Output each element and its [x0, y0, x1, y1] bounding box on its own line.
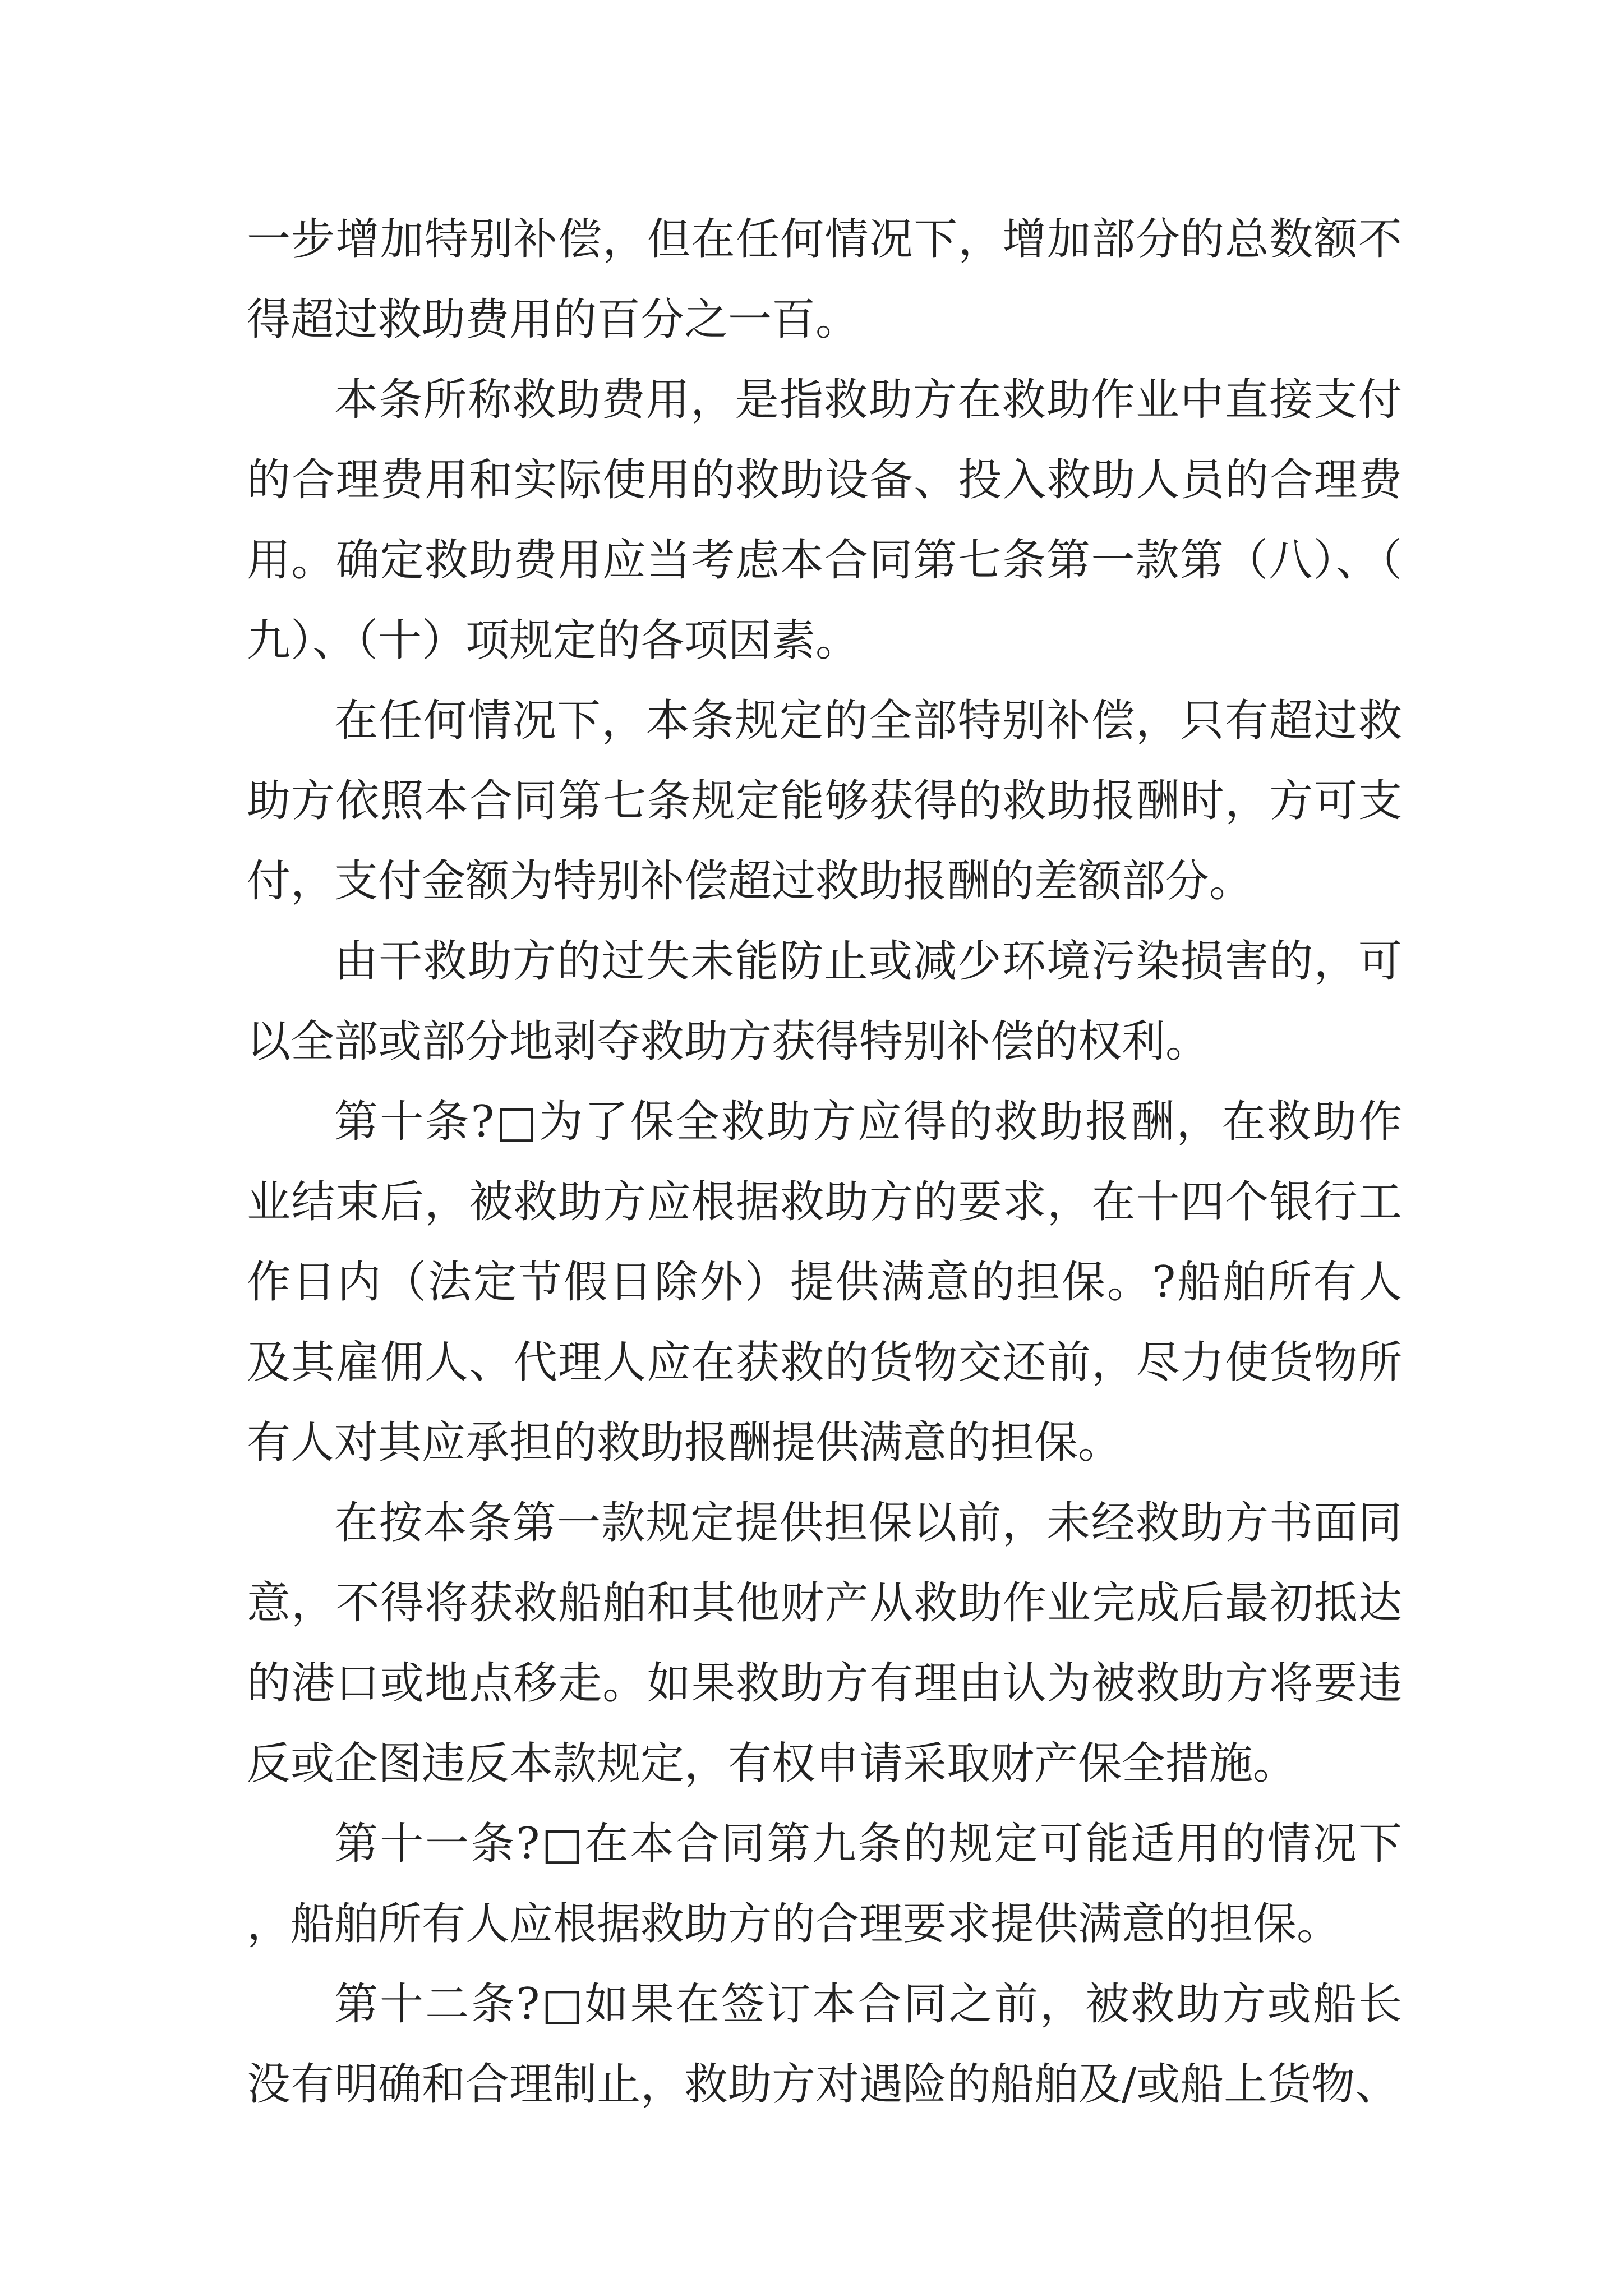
- document-body: [247, 200, 1402, 2125]
- paragraph-article-10-security: 第十条?□为了保全救助方应得的救助报酬，在救助作业结束后，被救助方应根据救助方的要求，在十四个银行工作日内（法定节假日除外）提供满意的担保。?船舶所有人及其雇佣人、代理人应在获救的货物交还前，尽力使货物所有人对其应承担的救助报酬提供满意的担保。: [247, 1097, 1402, 1468]
- paragraph-salvage-expenses-definition: 本条所称救助费用，是指救助方在救助作业中直接支付的合理费用和实际使用的救助设备、投入救助人员的合理费用。确定救助费用应当考虑本合同第七条第一款第（八）、（九）、（十）项规定的各项因素。: [247, 375, 1402, 666]
- paragraph-article-12: 第十二条?□如果在签订本合同之前，被救助方或船长没有明确和合理制止，救助方对遇险的船舶及/或船上货物、: [247, 1979, 1402, 2110]
- paragraph-special-compensation-payment: 在任何情况下，本条规定的全部特别补偿，只有超过救助方依照本合同第七条规定能够获得的救助报酬时，方可支付，支付金额为特别补偿超过救助报酬的差额部分。: [247, 696, 1402, 907]
- paragraph-article-11: 第十一条?□在本合同第九条的规定可能适用的情况下，船舶所有人应根据救助方的合理要求提供满意的担保。: [247, 1819, 1402, 1949]
- paragraph-negligence-deprivation: 由干救助方的过失未能防止或减少环境污染损害的，可以全部或部分地剥夺救助方获得特别补偿的权利。: [247, 936, 1402, 1067]
- paragraph-article-10-removal-restriction: 在按本条第一款规定提供担保以前，未经救助方书面同意，不得将获救船舶和其他财产从救助作业完成后最初抵达的港口或地点移走。如果救助方有理由认为被救助方将要违反或企图违反本款规定，有权申请采取财产保全措施。: [247, 1498, 1402, 1789]
- paragraph-special-compensation-cap: 一步增加特别补偿，但在任何情况下，增加部分的总数额不得超过救助费用的百分之一百。: [247, 214, 1402, 345]
